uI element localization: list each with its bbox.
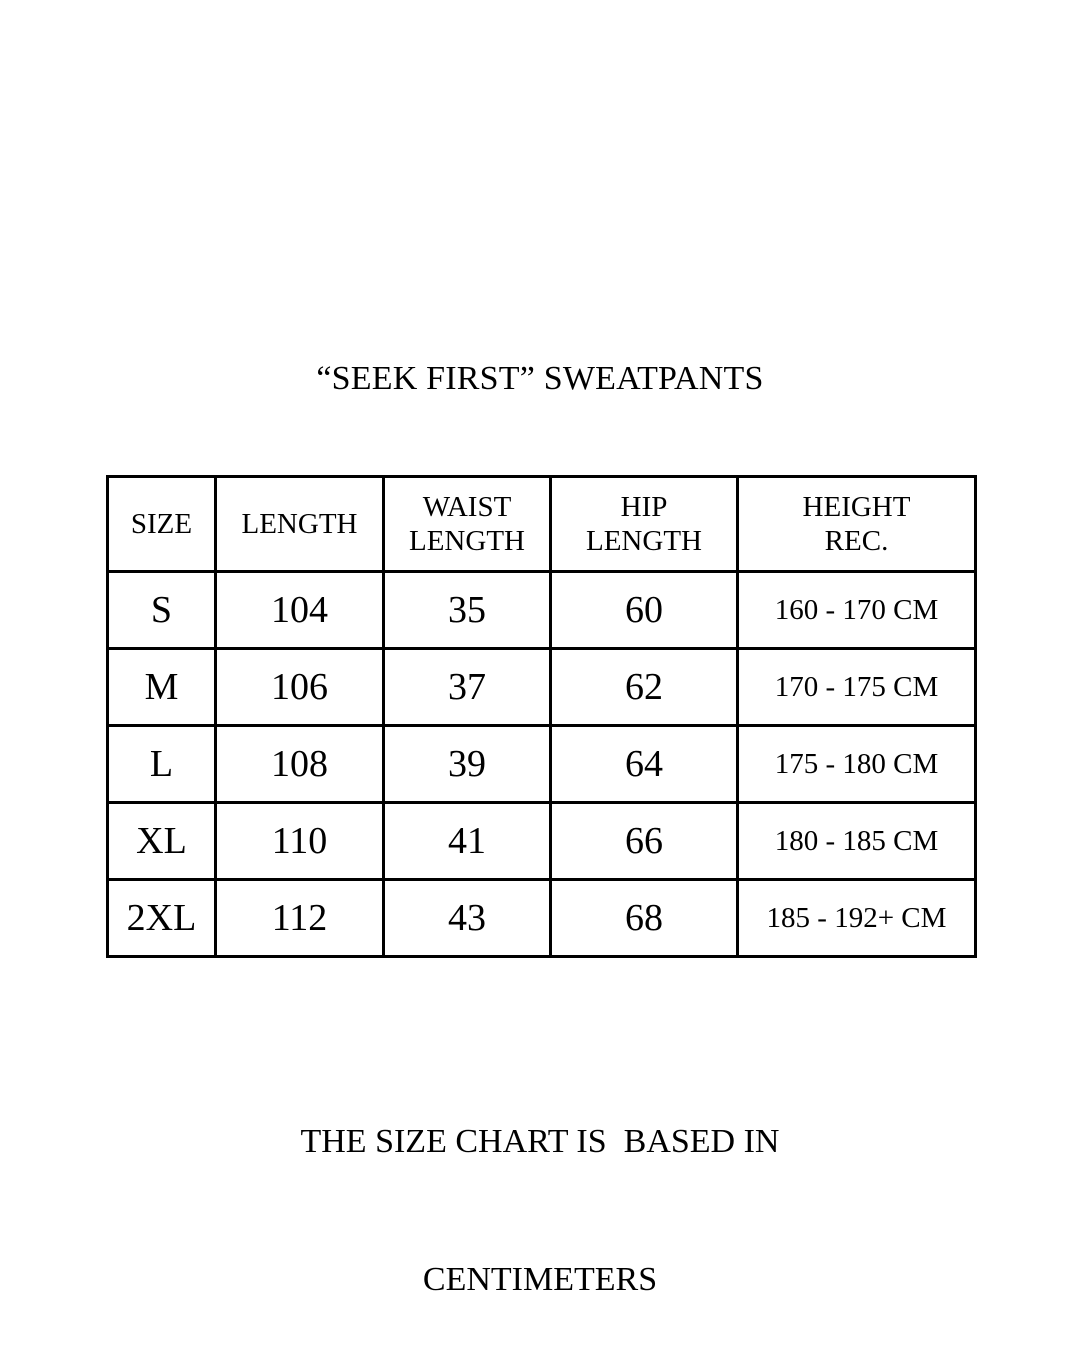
table-row [108,649,976,726]
table-row [108,880,976,957]
cell-size: M [108,649,216,726]
table-row [108,572,976,649]
table-row [108,803,976,880]
cell-waist: 37 [384,649,551,726]
cell-hip: 60 [551,572,738,649]
cell-waist: 43 [384,880,551,957]
cell-height: 160 - 170 CM [738,572,976,649]
cell-length: 110 [216,803,384,880]
cell-hip: 64 [551,726,738,803]
cell-length: 108 [216,726,384,803]
chart-title: “SEEK FIRST” SWEATPANTS [316,360,764,397]
units-note-line1: THE SIZE CHART IS BASED IN [300,1123,780,1160]
header-hip-length [551,477,738,572]
cell-height: 185 - 192+ CM [738,880,976,957]
cell-size: L [108,726,216,803]
units-note-line2: CENTIMETERS [422,1261,658,1298]
units-note [0,1027,1080,1349]
cell-length: 104 [216,572,384,649]
header-hip-label-line1: HIP [620,491,668,523]
cell-waist: 39 [384,726,551,803]
header-waist-label-line1: WAIST [422,491,512,523]
cell-size: 2XL [108,880,216,957]
header-waist-label-line2: LENGTH [409,525,525,557]
cell-hip: 66 [551,803,738,880]
table-header-row [108,477,976,572]
header-length-label: LENGTH [241,508,358,540]
header-size-label: SIZE [130,508,193,540]
size-chart-table [106,475,977,958]
header-length [216,477,384,572]
cell-waist: 35 [384,572,551,649]
cell-waist: 41 [384,803,551,880]
cell-length: 112 [216,880,384,957]
cell-length: 106 [216,649,384,726]
cell-hip: 62 [551,649,738,726]
header-size [108,477,216,572]
header-height-label-line2: REC. [824,525,889,557]
cell-hip: 68 [551,880,738,957]
header-height-label-line1: HEIGHT [802,491,911,523]
header-height-rec [738,477,976,572]
cell-size: S [108,572,216,649]
cell-size: XL [108,803,216,880]
table-row [108,726,976,803]
cell-height: 170 - 175 CM [738,649,976,726]
header-waist-length [384,477,551,572]
header-hip-label-line2: LENGTH [586,525,702,557]
cell-height: 180 - 185 CM [738,803,976,880]
cell-height: 175 - 180 CM [738,726,976,803]
